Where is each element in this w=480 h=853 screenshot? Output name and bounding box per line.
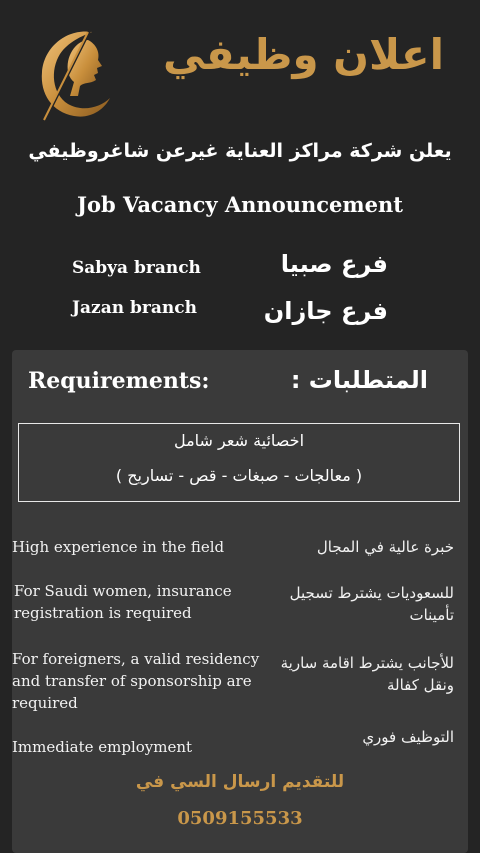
announcement-subtitle-arabic: يعلن شركة مراكز العناية غيرعن شاغروظيفي — [28, 140, 452, 162]
requirement-experience-english: High experience in the field — [12, 538, 225, 556]
branch-jazan-arabic: فرع جازان — [263, 297, 388, 325]
specialty-details: ( معالجات - صبغات - قص - تساريح ) — [115, 466, 363, 485]
requirement-foreigners-english: For foreigners, a valid residency and transfer of sponsorship are required — [12, 650, 260, 712]
requirement-saudi-english: For Saudi women, insurance registration is required — [14, 582, 232, 622]
requirement-foreigners-arabic: للأجانب يشترط اقامة سارية ونقل كفالة — [280, 654, 454, 694]
logo — [30, 26, 116, 122]
specialty-title: اخصائية شعر شامل — [173, 431, 305, 450]
page-title-english: Job Vacancy Announcement — [77, 192, 403, 217]
branch-sabya-english: Sabya branch — [72, 258, 201, 278]
feminine-profile-logo-icon — [30, 26, 116, 122]
requirements-heading-english: Requirements: — [28, 368, 210, 394]
phone-number: 0509155533 — [177, 808, 303, 829]
apply-instruction: للتقديم ارسال السي في — [135, 772, 345, 792]
branch-sabya-arabic: فرع صبيا — [280, 250, 388, 278]
requirement-immediate-arabic: التوظيف فوري — [362, 728, 454, 746]
branch-jazan-english: Jazan branch — [72, 298, 197, 318]
requirement-saudi-arabic: للسعوديات يشترط تسجيل تأمينات — [289, 584, 454, 624]
page-title-arabic: اعلان وظيفي — [163, 30, 444, 79]
requirements-heading-arabic: المتطلبات : — [290, 366, 428, 394]
requirement-experience-arabic: خبرة عالية في المجال — [316, 538, 454, 556]
requirement-immediate-english: Immediate employment — [12, 738, 193, 756]
